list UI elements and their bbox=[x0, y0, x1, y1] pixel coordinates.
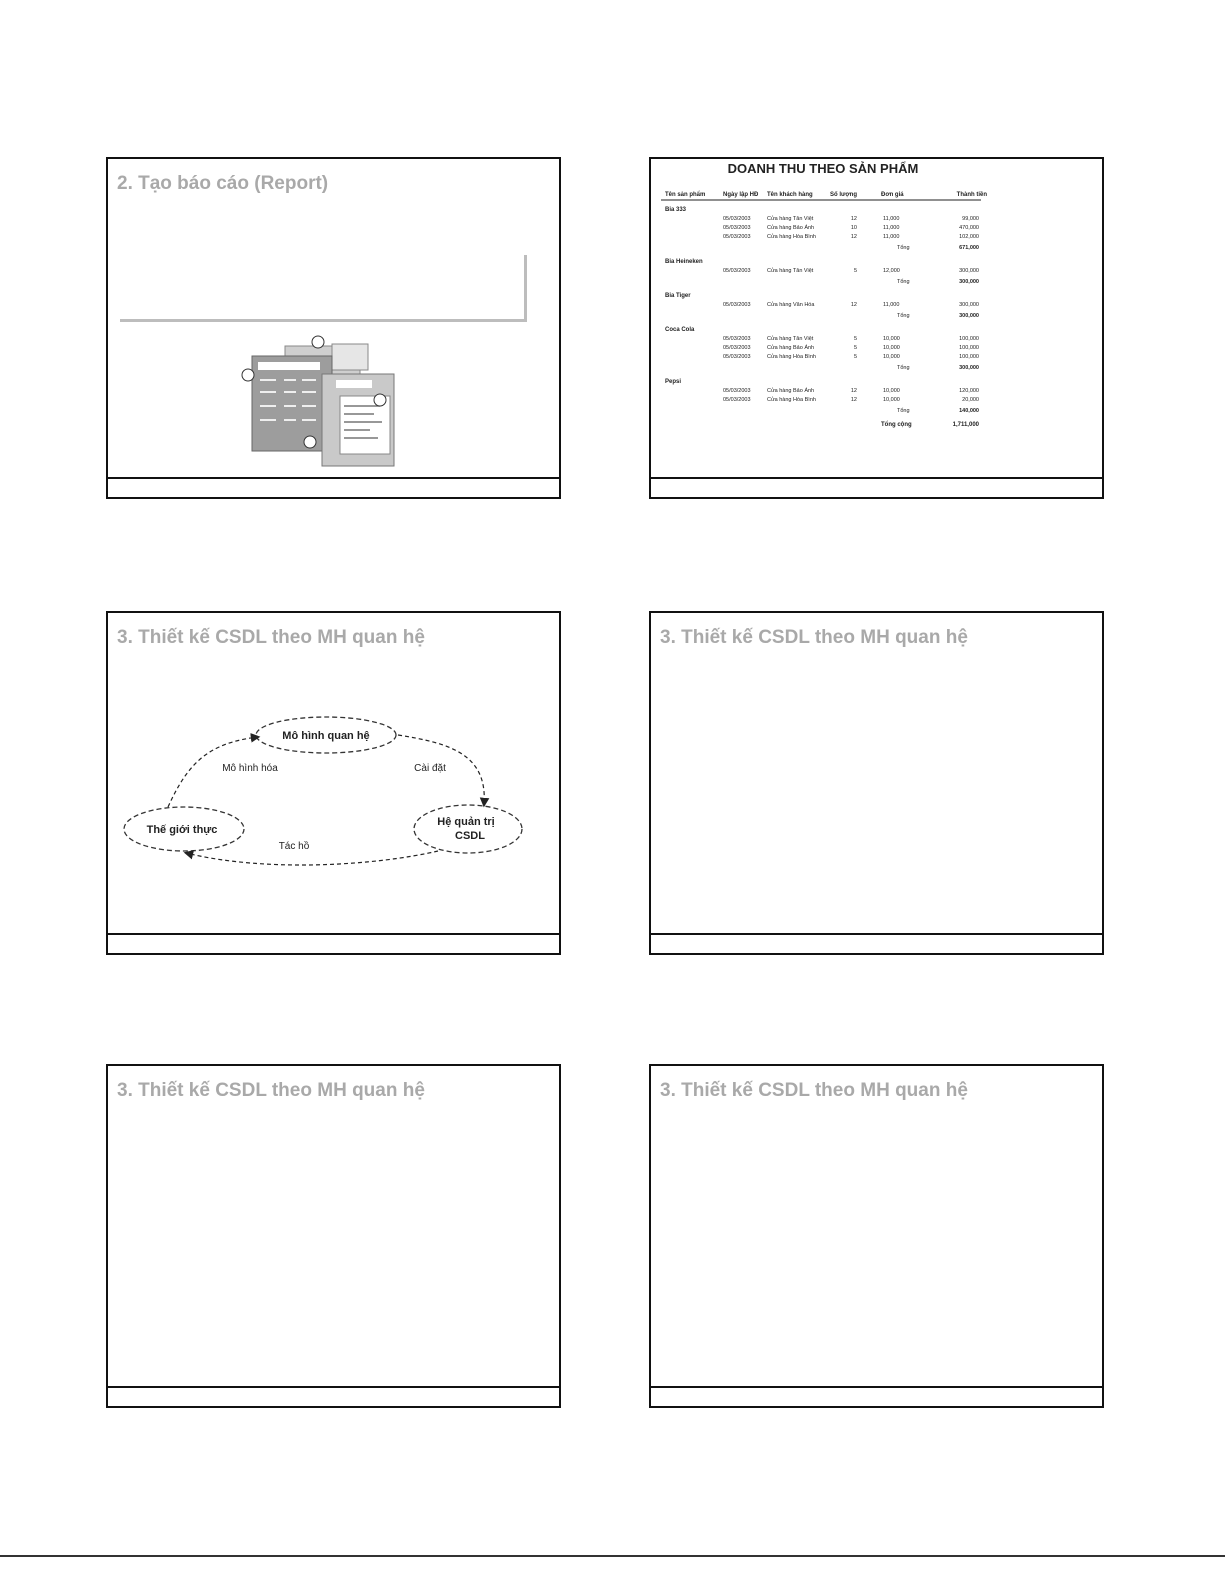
report-cell-date: 05/03/2003 bbox=[723, 354, 751, 360]
node-relational-model-label: Mô hình quan hệ bbox=[282, 730, 370, 742]
report-column-header: Tên sản phẩm bbox=[665, 192, 706, 198]
report-cell-customer: Cửa hàng Tân Việt bbox=[767, 336, 814, 342]
slide-title: 3. Thiết kế CSDL theo MH quan hệ bbox=[660, 1080, 968, 1101]
report-column-header: Số lượng bbox=[830, 192, 857, 198]
report-cell-customer: Cửa hàng Văn Hóa bbox=[767, 302, 815, 308]
report-cell-date: 05/03/2003 bbox=[723, 397, 751, 403]
report-cell-price: 11,000 bbox=[883, 216, 900, 222]
slide-title: 3. Thiết kế CSDL theo MH quan hệ bbox=[660, 627, 968, 648]
report-cell-date: 05/03/2003 bbox=[723, 345, 751, 351]
report-cell-amount: 300,000 bbox=[959, 268, 979, 274]
report-cell-qty: 5 bbox=[853, 268, 857, 274]
report-cell-date: 05/03/2003 bbox=[723, 388, 751, 394]
report-group-name: Pepsi bbox=[665, 379, 682, 385]
slide-1 bbox=[106, 157, 561, 499]
slide-footer bbox=[651, 477, 1102, 497]
slide-footer bbox=[108, 477, 559, 497]
report-cell-amount: 470,000 bbox=[959, 225, 979, 231]
edge-reflect-label: Tác hồ bbox=[278, 841, 310, 852]
slide-footer bbox=[651, 1386, 1102, 1406]
report-cell-customer: Cửa hàng Tân Việt bbox=[767, 268, 814, 274]
report-cell-qty: 5 bbox=[853, 336, 857, 342]
report-cell-customer: Cửa hàng Hòa Bình bbox=[767, 234, 816, 240]
slide-4 bbox=[649, 611, 1104, 955]
report-cell-qty: 12 bbox=[850, 216, 857, 222]
slide-title: 2. Tạo báo cáo (Report) bbox=[117, 173, 329, 194]
slide-footer bbox=[651, 933, 1102, 953]
report-cell-date: 05/03/2003 bbox=[723, 336, 751, 342]
report-cell-price: 11,000 bbox=[883, 234, 900, 240]
report-cell-amount: 300,000 bbox=[959, 302, 979, 308]
page-bottom-rule bbox=[0, 1555, 1225, 1557]
revenue-report bbox=[661, 159, 1001, 479]
report-group-name: Coca Cola bbox=[665, 327, 695, 333]
slide-title: 3. Thiết kế CSDL theo MH quan hệ bbox=[117, 1080, 425, 1101]
node-dbms bbox=[414, 805, 522, 853]
report-total-label: Tổng bbox=[897, 408, 910, 414]
report-cell-amount: 100,000 bbox=[959, 336, 979, 342]
report-total-value: 140,000 bbox=[959, 408, 979, 414]
report-cell-price: 10,000 bbox=[883, 388, 900, 394]
report-total-value: 300,000 bbox=[959, 279, 979, 285]
report-cell-price: 11,000 bbox=[883, 225, 900, 231]
report-group-name: Bia Heineken bbox=[665, 259, 703, 265]
node-dbms-label-2: CSDL bbox=[455, 830, 485, 842]
report-cell-date: 05/03/2003 bbox=[723, 216, 751, 222]
report-cell-date: 05/03/2003 bbox=[723, 225, 751, 231]
slide-5 bbox=[106, 1064, 561, 1408]
report-column-header: Đơn giá bbox=[881, 192, 904, 198]
report-total-label: Tổng bbox=[897, 313, 910, 319]
report-cell-price: 11,000 bbox=[883, 302, 900, 308]
report-column-header: Thành tiền bbox=[956, 192, 987, 198]
report-cell-qty: 12 bbox=[850, 234, 857, 240]
report-cell-date: 05/03/2003 bbox=[723, 234, 751, 240]
report-cell-customer: Cửa hàng Hòa Bình bbox=[767, 354, 816, 360]
report-cell-qty: 12 bbox=[850, 388, 857, 394]
report-cell-customer: Cửa hàng Bảo Ánh bbox=[767, 388, 815, 394]
report-cell-amount: 120,000 bbox=[959, 388, 979, 394]
report-grand-total-value: 1,711,000 bbox=[952, 422, 979, 428]
report-group-name: Bia 333 bbox=[665, 207, 687, 213]
report-group-name: Bia Tiger bbox=[665, 293, 691, 299]
report-title: DOANH THU THEO SẢN PHẨM bbox=[727, 161, 919, 176]
report-cell-amount: 20,000 bbox=[962, 397, 979, 403]
report-cell-customer: Cửa hàng Bảo Ánh bbox=[767, 345, 815, 351]
report-cell-amount: 102,000 bbox=[959, 234, 979, 240]
report-total-value: 671,000 bbox=[959, 245, 979, 251]
slide-3 bbox=[106, 611, 561, 955]
report-cell-price: 10,000 bbox=[883, 354, 900, 360]
report-cell-price: 10,000 bbox=[883, 345, 900, 351]
report-column-header: Ngày lập HĐ bbox=[723, 192, 759, 198]
edge-reflect bbox=[186, 851, 438, 865]
slide-footer bbox=[108, 933, 559, 953]
report-cell-customer: Cửa hàng Hòa Bình bbox=[767, 397, 816, 403]
report-cell-qty: 12 bbox=[850, 397, 857, 403]
report-cell-customer: Cửa hàng Bảo Ánh bbox=[767, 225, 815, 231]
report-cell-qty: 5 bbox=[853, 354, 857, 360]
edge-modeling-label: Mô hình hóa bbox=[222, 763, 278, 774]
report-cell-customer: Cửa hàng Tân Việt bbox=[767, 216, 814, 222]
report-cell-price: 10,000 bbox=[883, 336, 900, 342]
slide-title: 3. Thiết kế CSDL theo MH quan hệ bbox=[117, 627, 425, 648]
report-total-value: 300,000 bbox=[959, 313, 979, 319]
relational-cycle-diagram bbox=[108, 703, 559, 943]
report-grand-total-label: Tổng cộng bbox=[881, 422, 912, 428]
content-frame bbox=[120, 255, 527, 322]
slide-footer bbox=[108, 1386, 559, 1406]
node-real-world-label: Thế giới thực bbox=[146, 824, 218, 836]
report-total-value: 300,000 bbox=[959, 365, 979, 371]
report-column-header: Tên khách hàng bbox=[767, 192, 813, 198]
report-cell-price: 10,000 bbox=[883, 397, 900, 403]
report-cell-qty: 10 bbox=[850, 225, 857, 231]
node-dbms-label-1: Hệ quản trị bbox=[437, 816, 495, 828]
report-total-label: Tổng bbox=[897, 365, 910, 371]
report-cell-amount: 99,000 bbox=[962, 216, 979, 222]
slide-6 bbox=[649, 1064, 1104, 1408]
report-total-label: Tổng bbox=[897, 245, 910, 251]
report-illustration bbox=[240, 334, 400, 469]
report-total-label: Tổng bbox=[897, 279, 910, 285]
report-cell-amount: 100,000 bbox=[959, 345, 979, 351]
report-cell-date: 05/03/2003 bbox=[723, 302, 751, 308]
report-cell-amount: 100,000 bbox=[959, 354, 979, 360]
edge-install-label: Cài đặt bbox=[414, 763, 446, 774]
report-cell-date: 05/03/2003 bbox=[723, 268, 751, 274]
report-cell-qty: 5 bbox=[853, 345, 857, 351]
report-cell-price: 12,000 bbox=[883, 268, 900, 274]
slide-2 bbox=[649, 157, 1104, 499]
report-cell-qty: 12 bbox=[850, 302, 857, 308]
